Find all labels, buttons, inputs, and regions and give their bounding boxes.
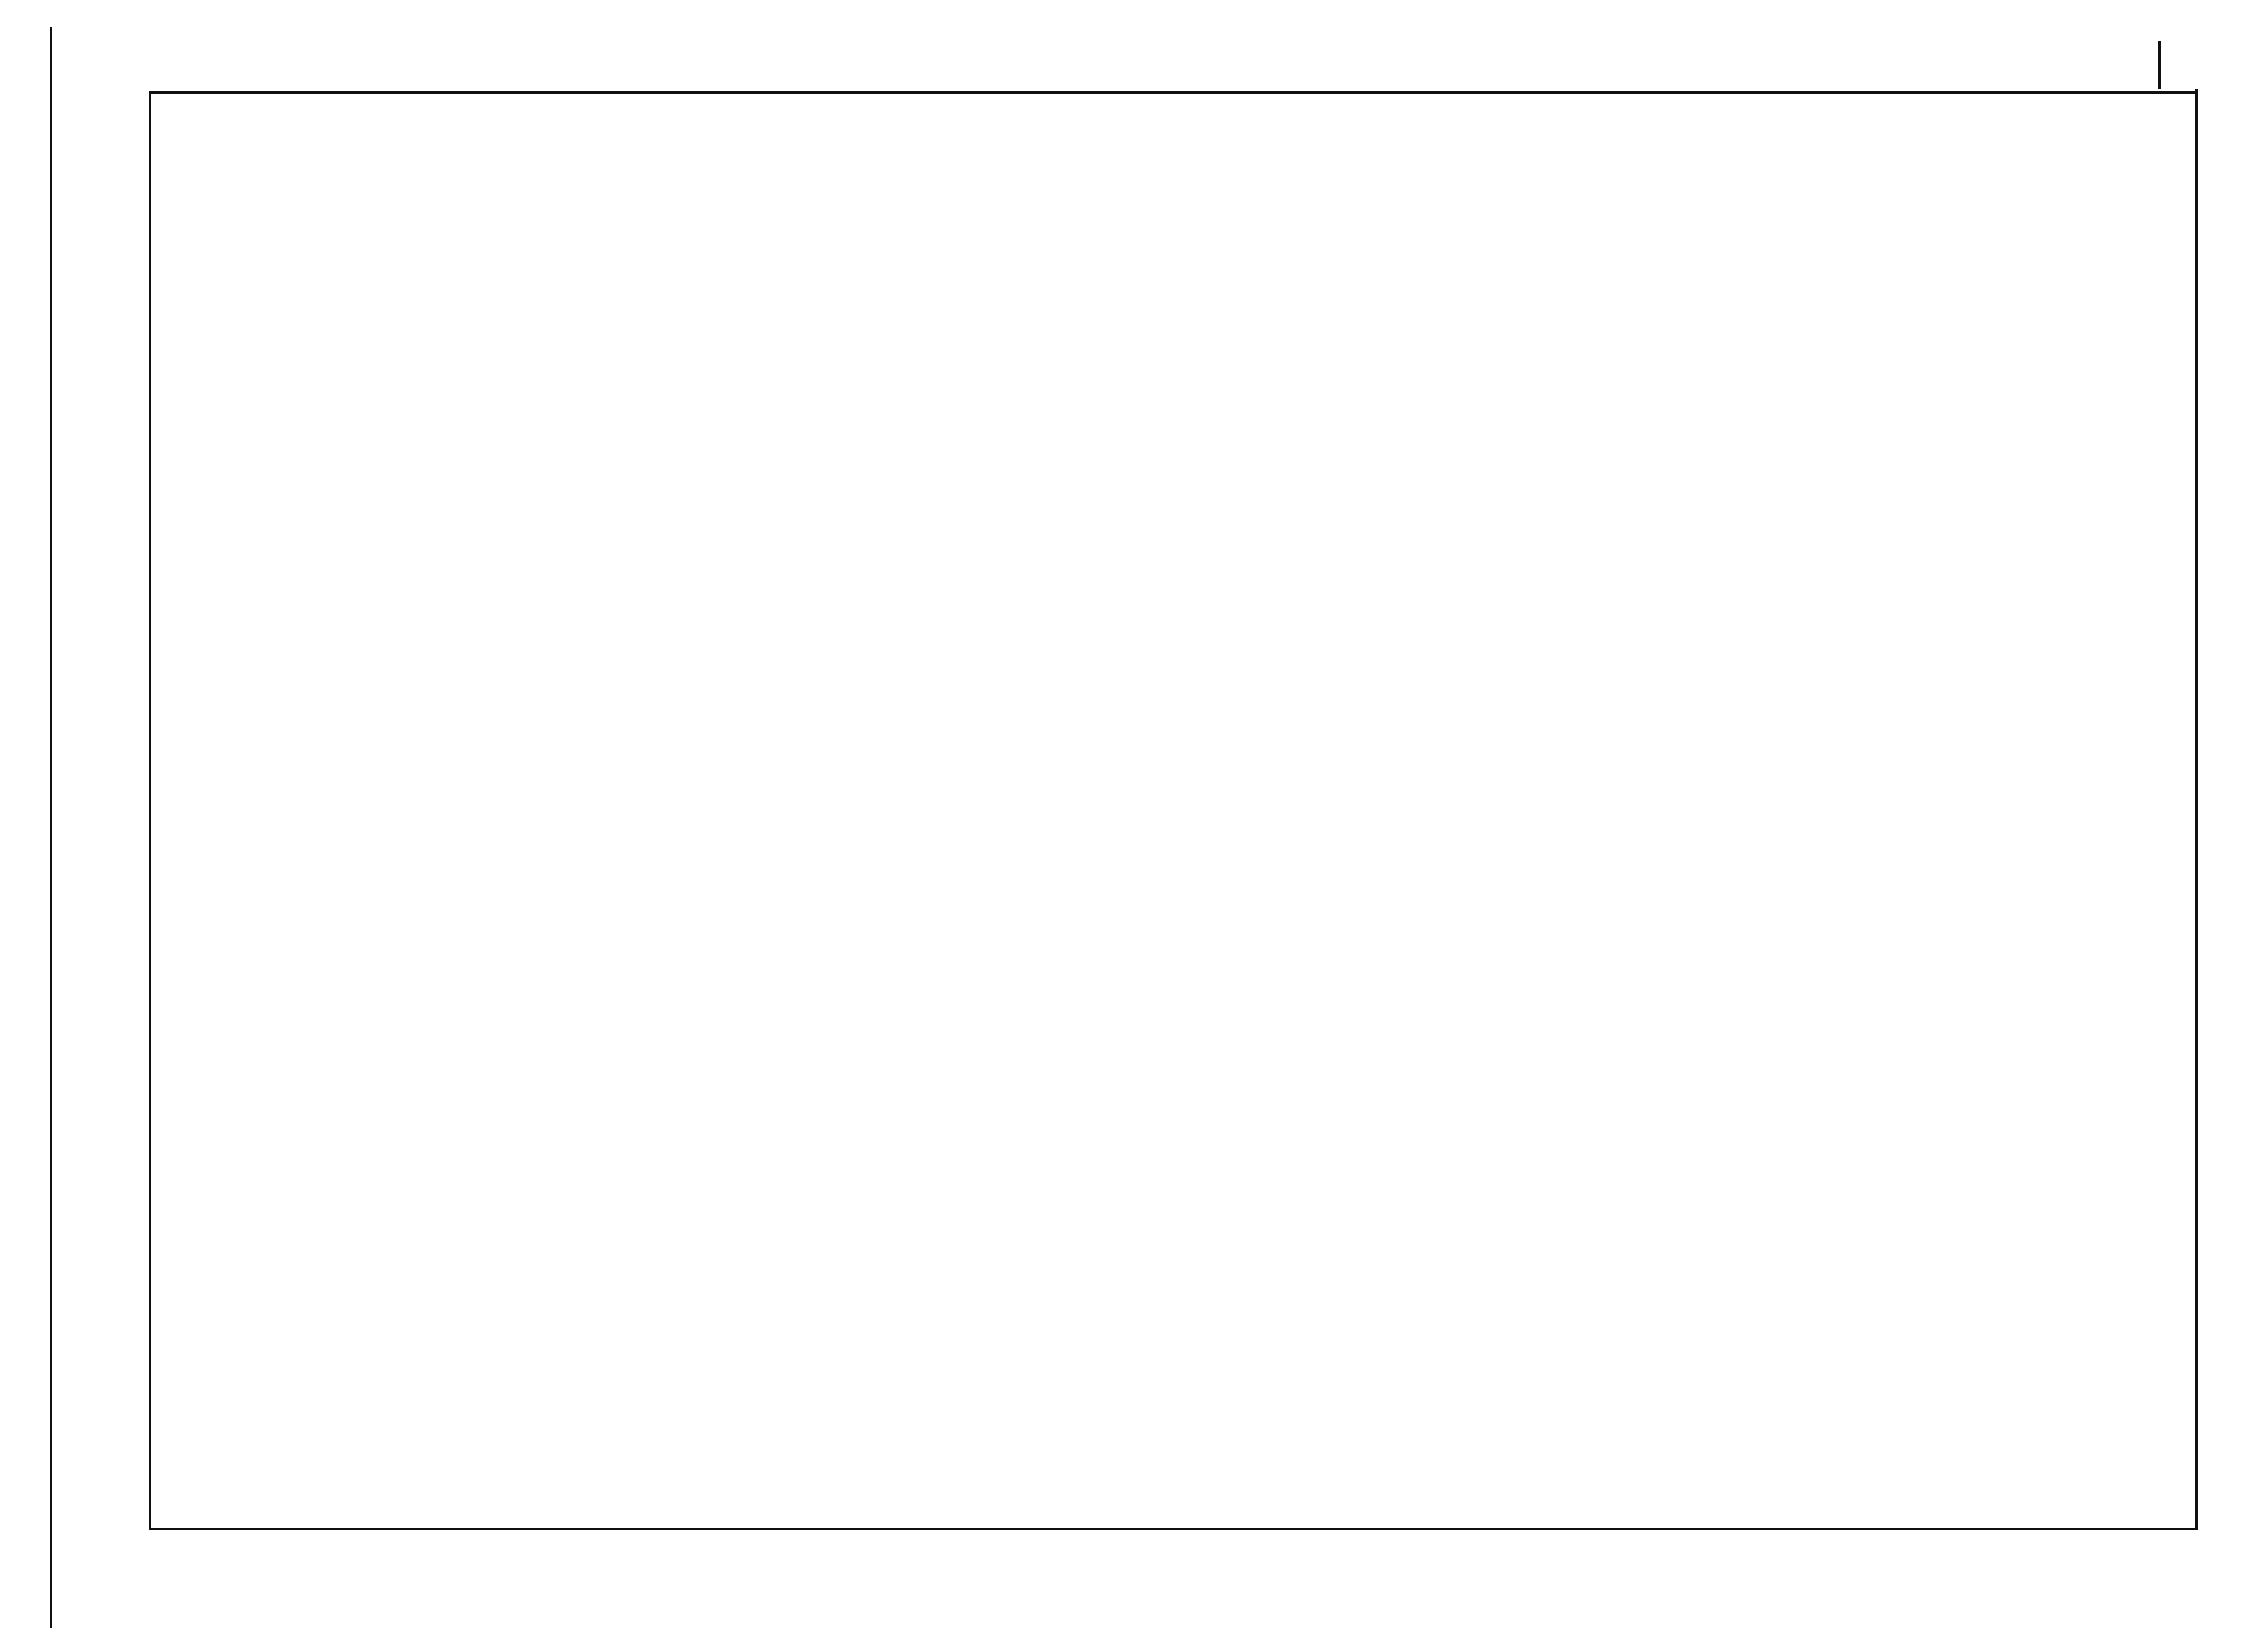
frame-left	[149, 91, 151, 1530]
binding-line	[50, 27, 52, 1628]
frame-right	[2195, 89, 2198, 1530]
frame-top	[149, 91, 2197, 94]
page-number-box-left	[2158, 41, 2161, 89]
frame-bottom	[149, 1528, 2197, 1530]
